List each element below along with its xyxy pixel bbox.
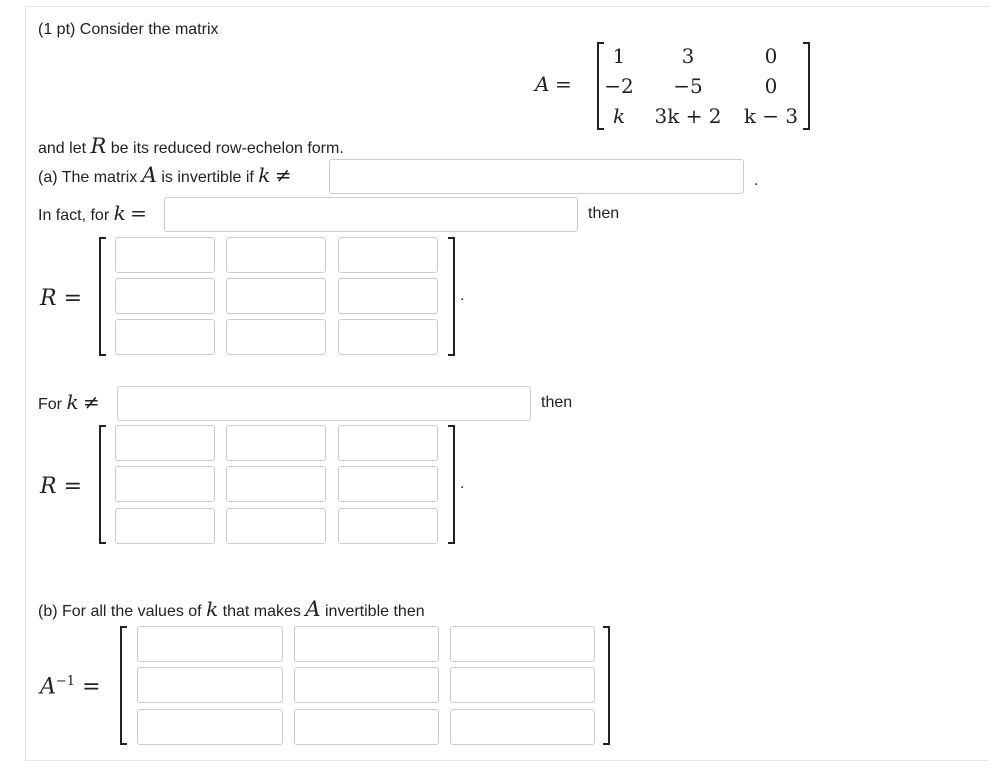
inverse-cell-3-3[interactable] bbox=[450, 709, 595, 745]
inverse-matrix-right-bracket bbox=[603, 626, 610, 745]
r-matrix-cell-1-2[interactable] bbox=[226, 237, 326, 273]
part-a-statement: (a) The matrix A is invertible if k ≠ bbox=[38, 163, 292, 187]
r2-matrix-cell-2-2[interactable] bbox=[226, 466, 326, 502]
period: . bbox=[460, 287, 465, 304]
inverse-cell-2-2[interactable] bbox=[294, 667, 439, 703]
for-k-not-equal-label: For k ≠ bbox=[38, 390, 100, 414]
r-matrix-2-right-bracket bbox=[448, 425, 455, 544]
r2-matrix-cell-1-1[interactable] bbox=[115, 425, 215, 461]
matrix-a-cell: k bbox=[612, 104, 626, 128]
inverse-matrix-left-bracket bbox=[120, 626, 127, 745]
part-b-statement: (b) For all the values of k that makes A invertible then bbox=[38, 597, 425, 621]
inverse-cell-3-2[interactable] bbox=[294, 709, 439, 745]
r-matrix-2-left-bracket bbox=[99, 425, 106, 544]
inverse-cell-2-3[interactable] bbox=[450, 667, 595, 703]
r2-matrix-cell-2-1[interactable] bbox=[115, 466, 215, 502]
inverse-cell-2-1[interactable] bbox=[137, 667, 283, 703]
r-matrix-left-bracket bbox=[99, 237, 106, 356]
r2-matrix-cell-3-2[interactable] bbox=[226, 508, 326, 544]
r-matrix-label-2: R = bbox=[40, 474, 83, 499]
let-statement: and let R be its reduced row-echelon form. bbox=[38, 134, 344, 158]
inverse-matrix-label: $A^{-1}$ = bbox=[40, 674, 101, 700]
period: . bbox=[754, 172, 759, 189]
inverse-cell-3-1[interactable] bbox=[137, 709, 283, 745]
k-equal-input[interactable] bbox=[164, 197, 578, 232]
r-matrix-cell-3-2[interactable] bbox=[226, 319, 326, 355]
r-matrix-cell-1-1[interactable] bbox=[115, 237, 215, 273]
r-matrix-cell-3-3[interactable] bbox=[338, 319, 438, 355]
inverse-cell-1-1[interactable] bbox=[137, 626, 283, 662]
r-matrix-cell-2-3[interactable] bbox=[338, 278, 438, 314]
r-matrix-cell-2-1[interactable] bbox=[115, 278, 215, 314]
matrix-a-cell: 0 bbox=[764, 74, 778, 98]
inverse-cell-1-2[interactable] bbox=[294, 626, 439, 662]
r-matrix-cell-1-3[interactable] bbox=[338, 237, 438, 273]
matrix-a-label: A = bbox=[535, 72, 572, 96]
matrix-a-cell: 0 bbox=[764, 44, 778, 68]
r2-matrix-cell-1-3[interactable] bbox=[338, 425, 438, 461]
r2-matrix-cell-3-1[interactable] bbox=[115, 508, 215, 544]
in-fact-label: In fact, for k = bbox=[38, 201, 147, 225]
r2-matrix-cell-3-3[interactable] bbox=[338, 508, 438, 544]
r2-matrix-cell-2-3[interactable] bbox=[338, 466, 438, 502]
then-label-2: then bbox=[541, 394, 573, 411]
period: . bbox=[460, 475, 465, 492]
problem-intro: (1 pt) Consider the matrix bbox=[38, 21, 219, 38]
r-matrix-cell-3-1[interactable] bbox=[115, 319, 215, 355]
r-matrix-cell-2-2[interactable] bbox=[226, 278, 326, 314]
k-not-equal-input-2[interactable] bbox=[117, 386, 531, 421]
matrix-a-cell: 1 bbox=[612, 44, 626, 68]
matrix-a-cell: 3k + 2 bbox=[654, 104, 722, 128]
matrix-a-cell: −5 bbox=[673, 74, 703, 98]
inverse-cell-1-3[interactable] bbox=[450, 626, 595, 662]
k-not-equal-input[interactable] bbox=[329, 159, 744, 194]
matrix-a-cell: 3 bbox=[681, 44, 695, 68]
r2-matrix-cell-1-2[interactable] bbox=[226, 425, 326, 461]
matrix-a-cell: −2 bbox=[604, 74, 634, 98]
r-matrix-right-bracket bbox=[448, 237, 455, 356]
r-matrix-label: R = bbox=[40, 286, 83, 311]
matrix-a-cell: k − 3 bbox=[743, 104, 799, 128]
then-label: then bbox=[588, 205, 620, 222]
